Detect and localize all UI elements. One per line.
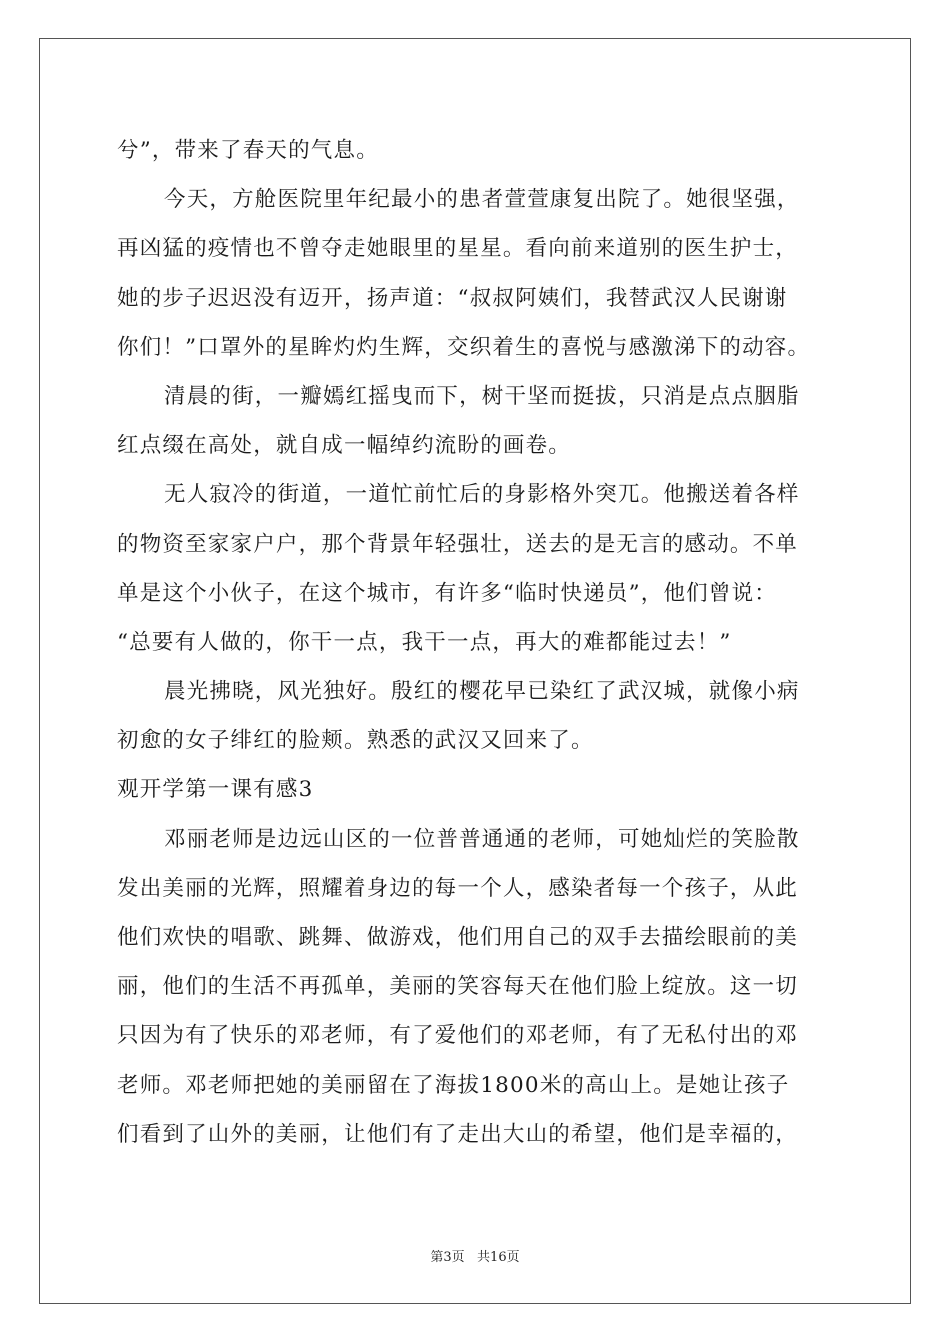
text-line: 清晨的街，一瓣嫣红摇曳而下，树干坚而挺拔，只消是点点胭脂 (164, 383, 800, 409)
text-line: 只因为有了快乐的邓老师，有了爱他们的邓老师，有了无私付出的邓 (117, 1023, 799, 1049)
text-line: 的物资至家家户户，那个背景年轻强壮，送去的是无言的感动。不单 (117, 531, 799, 557)
document-body (117, 126, 837, 1159)
text-line: 观开学第一课有感3 (117, 777, 314, 803)
text-line: 兮”，带来了春天的气息。 (117, 138, 379, 163)
text-line: 你们！”口罩外的星眸灼灼生辉，交织着生的喜悦与感激涕下的动容。 (117, 334, 811, 360)
text-line: 丽，他们的生活不再孤单，美丽的笑容每天在他们脸上绽放。这一切 (117, 974, 799, 1000)
text-line: 单是这个小伙子，在这个城市，有许多“临时快递员”，他们曾说： (117, 580, 777, 606)
text-line: 无人寂冷的街道，一道忙前忙后的身影格外突兀。他搬送着各样 (164, 482, 800, 508)
text-line: 红点缀在高处，就自成一幅绰约流盼的画卷。 (117, 433, 572, 459)
page-footer: 第3页 共16页 (430, 1250, 520, 1265)
text-line: 老师。邓老师把她的美丽留在了海拔1800米的高山上。是她让孩子 (117, 1072, 790, 1098)
text-line: 再凶猛的疫情也不曾夺走她眼里的星星。看向前来道别的医生护士， (117, 236, 799, 262)
text-line: 晨光拂晓，风光独好。殷红的樱花早已染红了武汉城，就像小病 (164, 679, 800, 705)
text-line: 们看到了山外的美丽，让他们有了走出大山的希望，他们是幸福的， (117, 1121, 799, 1147)
text-line: 她的步子迟迟没有迈开，扬声道：“叔叔阿姨们，我替武汉人民谢谢 (117, 285, 788, 311)
text-line: 他们欢快的唱歌、跳舞、做游戏，他们用自己的双手去描绘眼前的美 (117, 925, 799, 950)
text-line: “总要有人做的，你干一点，我干一点，再大的难都能过去！” (117, 629, 732, 655)
text-line: 初愈的女子绯红的脸颊。熟悉的武汉又回来了。 (117, 728, 594, 754)
text-line: 今天，方舱医院里年纪最小的患者萱萱康复出院了。她很坚强， (164, 187, 800, 213)
text-line: 邓丽老师是边远山区的一位普普通通的老师，可她灿烂的笑脸散 (164, 826, 800, 852)
text-line: 发出美丽的光辉，照耀着身边的每一个人，感染者每一个孩子，从此 (117, 875, 799, 901)
